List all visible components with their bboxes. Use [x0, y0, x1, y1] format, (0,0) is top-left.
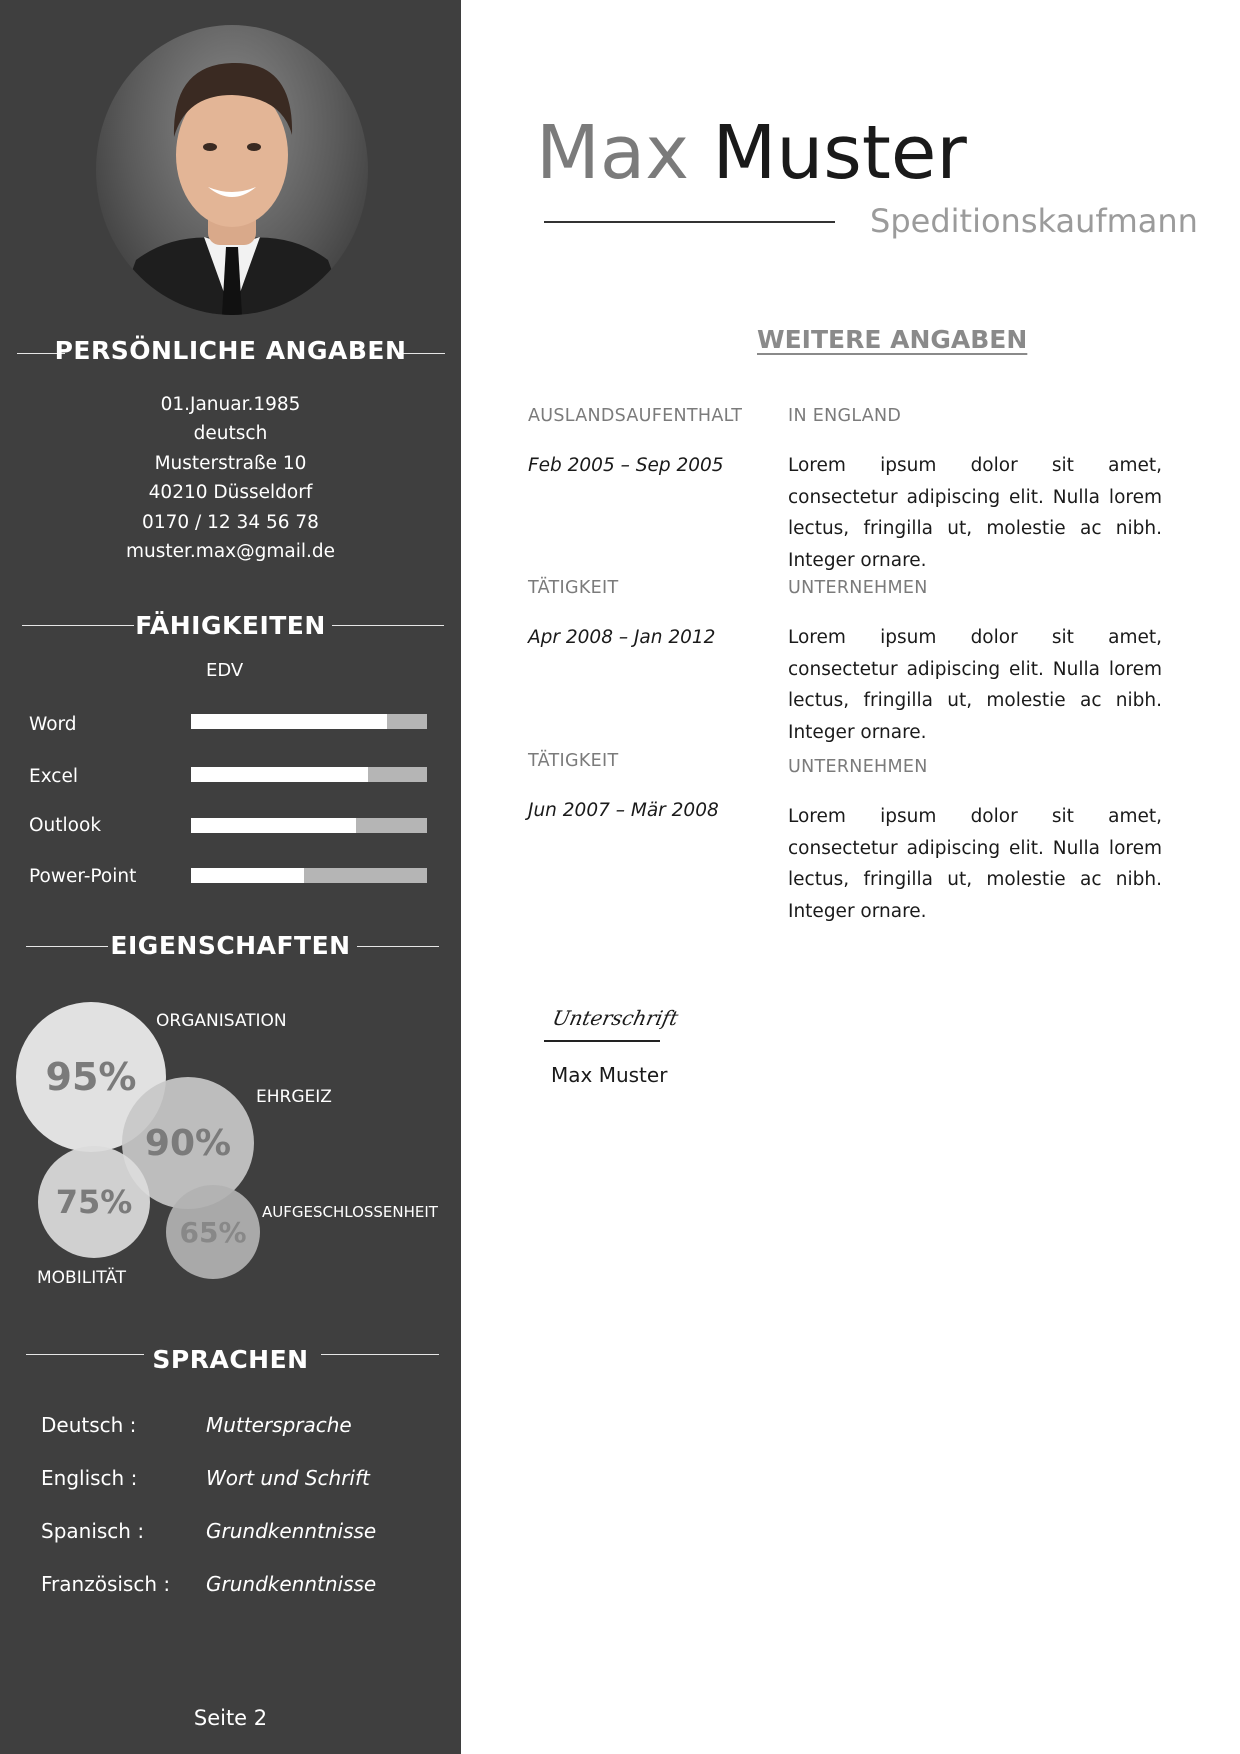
- language-name: Englisch :: [41, 1466, 138, 1490]
- entry-left-heading: TÄTIGKEIT: [528, 751, 619, 771]
- entry-description: Lorem ipsum dolor sit amet, consectetur adipiscing elit. Nulla lorem lectus, fringilla ut, molestie ac nibh. Integer ornare.: [788, 627, 1162, 743]
- last-name: Muster: [712, 110, 967, 196]
- entry-date: Jun 2007 – Mär 2008: [528, 800, 719, 821]
- entry-left-heading: TÄTIGKEIT: [528, 578, 619, 598]
- nationality: deutsch: [193, 423, 268, 445]
- trait-bubble-ehrgeiz: 90%: [122, 1077, 254, 1209]
- section-title-languages: SPRACHEN: [152, 1345, 309, 1374]
- language-level: Muttersprache: [206, 1413, 352, 1437]
- sidebar: [0, 0, 461, 1754]
- skill-bar-fill: [191, 767, 368, 782]
- job-title: Speditionskaufmann: [870, 202, 1198, 240]
- language-name: Deutsch :: [41, 1413, 137, 1437]
- skill-group-label: EDV: [206, 660, 244, 681]
- skill-label-word: Word: [29, 714, 77, 735]
- trait-bubble-aufgeschlossenheit: 65%: [166, 1185, 260, 1279]
- trait-bubble-organisation: 95%: [16, 1002, 166, 1152]
- birth-date: 01.Januar.1985: [160, 394, 301, 415]
- skill-bar-outlook: [191, 818, 427, 833]
- first-name: Max: [536, 110, 689, 196]
- language-level: Grundkenntnisse: [206, 1519, 377, 1543]
- name-underline: [544, 221, 835, 223]
- skill-bar-fill: [191, 818, 356, 833]
- page-number: Seite 2: [193, 1706, 268, 1730]
- signature-script: Unterschrift: [550, 1006, 681, 1030]
- personal-details: [0, 390, 461, 566]
- skill-bar-powerpoint: [191, 868, 427, 883]
- skill-label-outlook: Outlook: [29, 815, 102, 836]
- trait-label-ehrgeiz: EHRGEIZ: [256, 1087, 332, 1107]
- section-title-personal: PERSÖNLICHE ANGABEN: [54, 336, 407, 365]
- entry-description: Lorem ipsum dolor sit amet, consectetur adipiscing elit. Nulla lorem lectus, fringilla ut, molestie ac nibh. Integer ornare.: [788, 455, 1162, 571]
- entry-right-heading: UNTERNEHMEN: [788, 578, 928, 598]
- person-portrait-icon: [96, 25, 368, 315]
- skill-label-powerpoint: Power-Point: [29, 866, 137, 887]
- entry-right-heading: UNTERNEHMEN: [788, 757, 928, 777]
- section-title-more: WEITERE ANGABEN: [757, 325, 1028, 354]
- skill-bar-word: [191, 714, 427, 729]
- person-name: [536, 108, 967, 198]
- language-level: Wort und Schrift: [206, 1466, 370, 1490]
- trait-label-organisation: ORGANISATION: [156, 1011, 287, 1031]
- entry-right-heading: IN ENGLAND: [788, 406, 902, 426]
- street: Musterstraße 10: [154, 452, 307, 474]
- phone: 0170 / 12 34 56 78: [142, 511, 319, 533]
- section-title-skills: FÄHIGKEITEN: [135, 611, 326, 640]
- signature-name: Max Muster: [551, 1063, 668, 1087]
- entry-date: Apr 2008 – Jan 2012: [528, 627, 716, 648]
- city: 40210 Düsseldorf: [148, 482, 313, 504]
- trait-label-mobilitaet: MOBILITÄT: [37, 1268, 126, 1288]
- language-name: Französisch :: [41, 1572, 171, 1596]
- entry-left-heading: AUSLANDSAUFENTHALT: [528, 406, 743, 426]
- entry-description: Lorem ipsum dolor sit amet, consectetur adipiscing elit. Nulla lorem lectus, fringilla ut, molestie ac nibh. Integer ornare.: [788, 806, 1162, 922]
- email: muster.max@gmail.de: [125, 540, 335, 562]
- skill-bar-excel: [191, 767, 427, 782]
- trait-label-aufgeschlossenheit: AUFGESCHLOSSENHEIT: [262, 1203, 438, 1221]
- language-name: Spanisch :: [41, 1519, 145, 1543]
- skill-bar-fill: [191, 714, 387, 729]
- signature-line: [544, 1040, 660, 1042]
- trait-bubble-mobilitaet: 75%: [38, 1146, 150, 1258]
- skill-label-excel: Excel: [29, 766, 79, 787]
- profile-photo: [96, 25, 368, 315]
- language-level: Grundkenntnisse: [206, 1572, 377, 1596]
- skill-bar-fill: [191, 868, 304, 883]
- entry-date: Feb 2005 – Sep 2005: [528, 455, 724, 476]
- section-title-traits: EIGENSCHAFTEN: [110, 931, 351, 960]
